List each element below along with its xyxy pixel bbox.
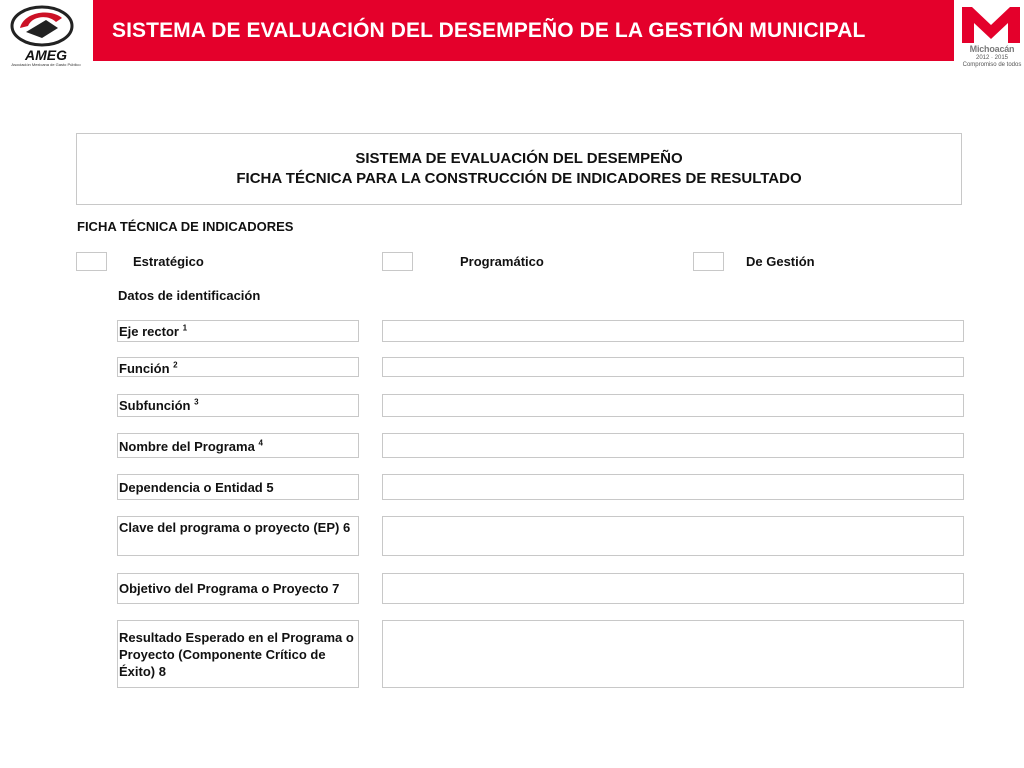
label-programatico: Programático	[460, 254, 544, 269]
field-label-clave	[117, 516, 359, 556]
page-title: SISTEMA DE EVALUACIÓN DEL DESEMPEÑO DE LA GESTIÓN MUNICIPAL	[112, 18, 866, 42]
field-footnote: 1	[182, 323, 188, 333]
field-input-dependencia[interactable]	[382, 474, 964, 500]
field-label-text: Función	[119, 361, 170, 376]
michoacan-logo-years: 2012 · 2015	[975, 55, 1009, 61]
field-input-clave[interactable]	[382, 516, 964, 556]
ameg-logo-text: AMEG	[25, 47, 67, 63]
field-label-funcion	[117, 357, 359, 377]
michoacan-logo-tagline: Compromiso de todos	[962, 62, 1022, 68]
field-label-text: Nombre del Programa	[119, 439, 255, 454]
field-label-text: Dependencia o Entidad 5	[119, 480, 274, 495]
field-input-nombre-programa[interactable]	[382, 433, 964, 458]
header-bar	[93, 0, 954, 61]
field-label-dependencia	[117, 474, 359, 500]
identification-title: Datos de identificación	[118, 288, 261, 303]
field-label-nombre-programa	[117, 433, 359, 458]
field-input-funcion[interactable]	[382, 357, 964, 377]
section-title: FICHA TÉCNICA DE INDICADORES	[77, 219, 294, 234]
field-label-eje-rector	[117, 320, 359, 342]
ameg-logo-subtitle: Asociación Mexicana de Gasto Público	[11, 62, 81, 67]
michoacan-logo-icon	[960, 3, 1022, 45]
field-label-subfuncion	[117, 394, 359, 417]
field-label-objetivo	[117, 573, 359, 604]
checkbox-estrategico[interactable]	[76, 252, 107, 271]
form-title-line1: SISTEMA DE EVALUACIÓN DEL DESEMPEÑO	[355, 150, 683, 167]
label-estrategico: Estratégico	[133, 254, 204, 269]
label-de-gestion: De Gestión	[746, 254, 815, 269]
field-label-text: Resultado Esperado en el Programa o Proyecto (Componente Crítico de Éxito) 8	[119, 630, 354, 679]
form-title-line2: FICHA TÉCNICA PARA LA CONSTRUCCIÓN DE INDICADORES DE RESULTADO	[236, 170, 802, 187]
field-label-text: Clave del programa o proyecto (EP) 6	[119, 520, 351, 535]
field-label-resultado	[117, 620, 359, 688]
field-footnote: 4	[258, 438, 263, 448]
field-footnote: 3	[194, 397, 199, 407]
field-input-resultado[interactable]	[382, 620, 964, 688]
field-label-text: Objetivo del Programa o Proyecto 7	[119, 581, 340, 596]
field-input-objetivo[interactable]	[382, 573, 964, 604]
field-label-text: Subfunción	[119, 398, 191, 413]
field-input-eje-rector[interactable]	[382, 320, 964, 342]
field-footnote: 2	[173, 360, 178, 370]
form-title-box	[76, 133, 962, 205]
checkbox-de-gestion[interactable]	[693, 252, 724, 271]
field-input-subfuncion[interactable]	[382, 394, 964, 417]
checkbox-programatico[interactable]	[382, 252, 413, 271]
field-label-text: Eje rector	[119, 324, 179, 339]
michoacan-logo-name: Michoacán	[969, 44, 1015, 54]
